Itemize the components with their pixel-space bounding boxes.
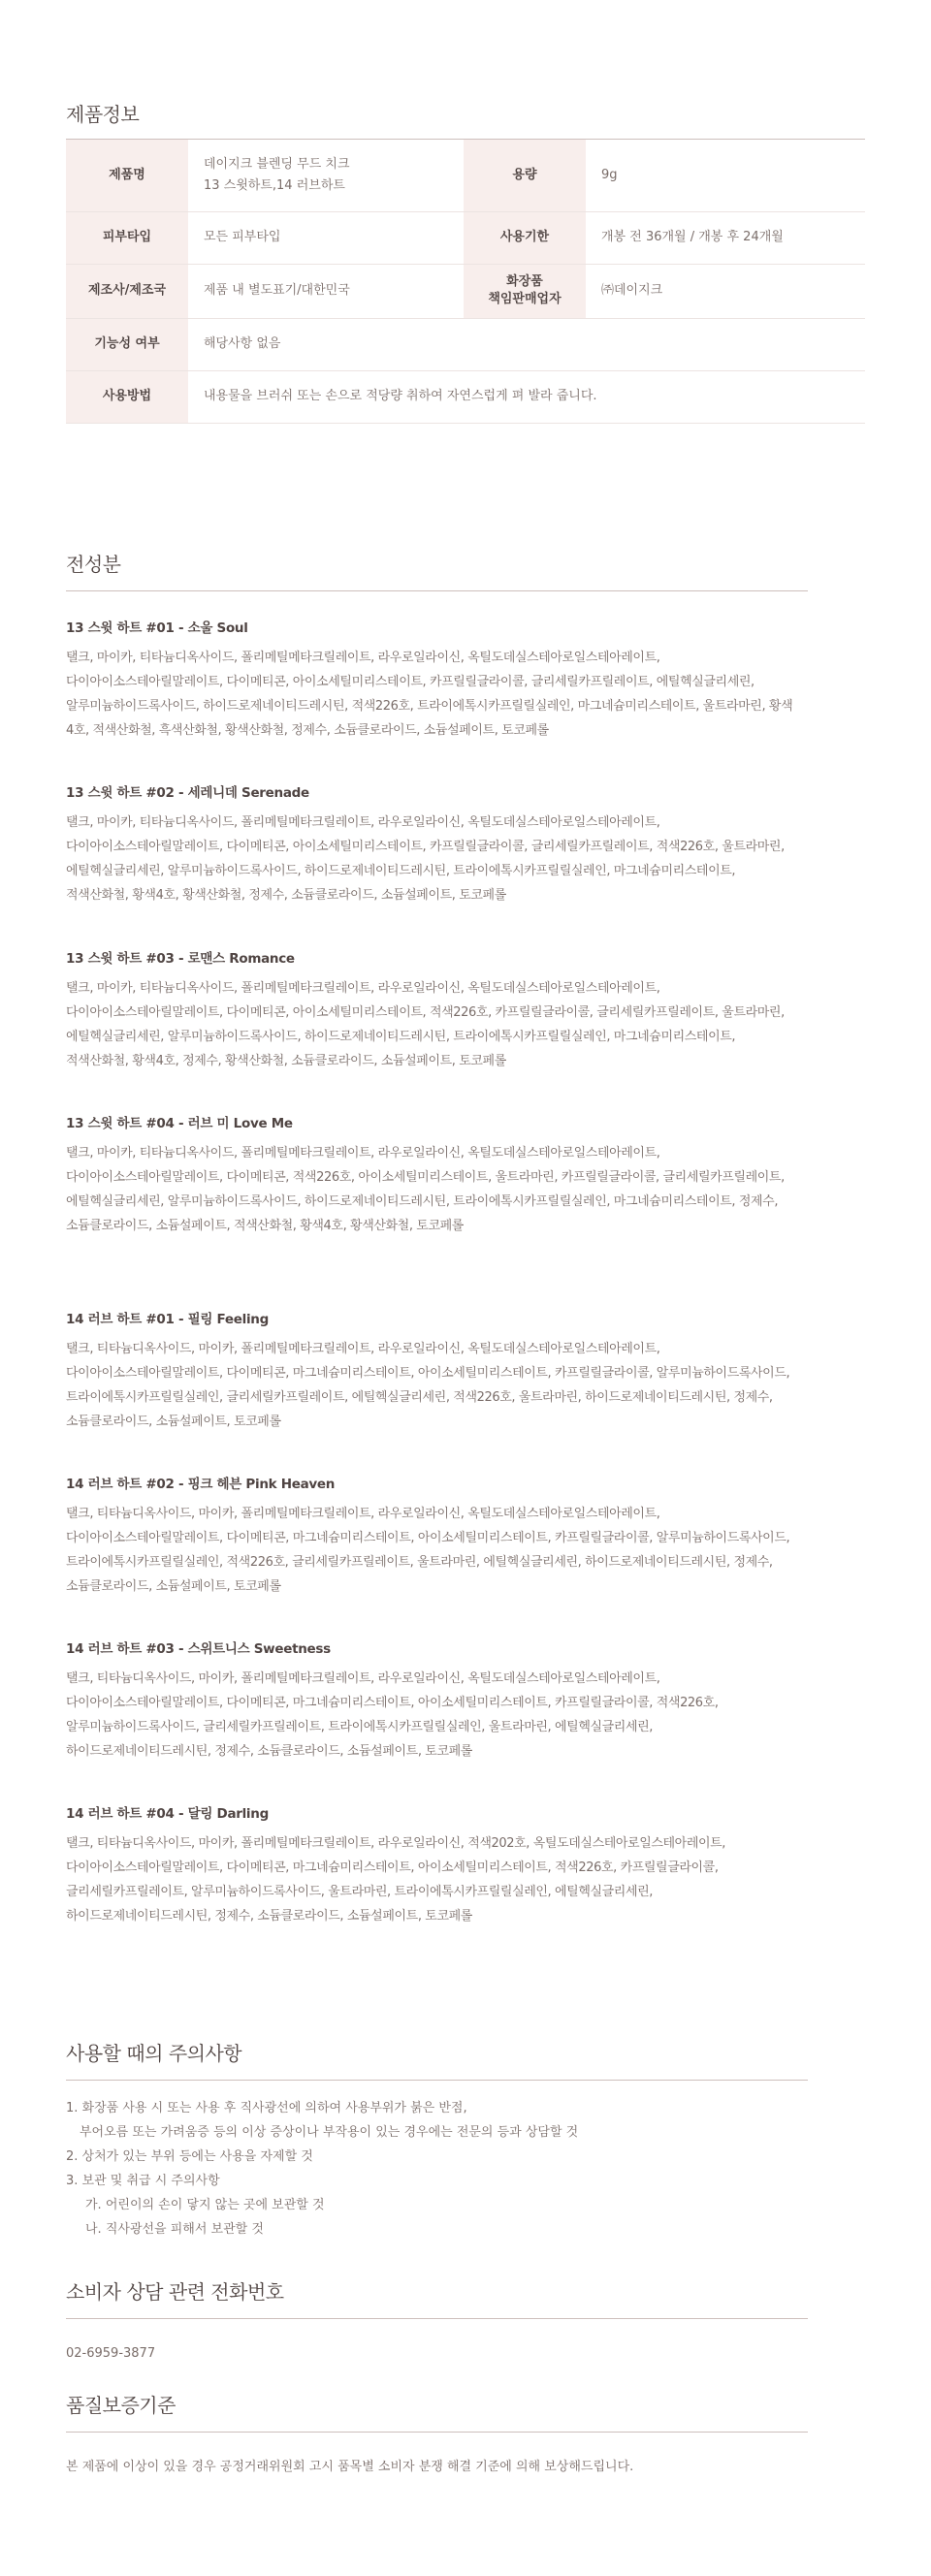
ingredient-group-title: 13 스윗 하트 #01 - 소울 Soul: [66, 620, 248, 636]
ingredient-group: [66, 617, 865, 743]
ingredient-line: 글리세릴카프릴레이트, 알루미늄하이드록사이드, 울트라마린, 트라이에톡시카프릴릴실레인, 에틸헥실글리세린,: [66, 1885, 654, 1899]
cautions-section: [66, 2038, 808, 2242]
ingredient-line: 탤크, 티타늄디옥사이드, 마이카, 폴리메틸메타크릴레이트, 라우로일라이신, 옥틸도데실스테아로일스테아레이트,: [66, 1671, 660, 1686]
ingredient-list: [66, 646, 865, 743]
ingredient-line: 다이아이소스테아릴말레이트, 다이메티콘, 적색226호, 아이소세틸미리스테이트, 울트라마린, 카프릴릴글라이콜, 글리세릴카프릴레이트,: [66, 1170, 785, 1185]
ingredient-line: 에틸헥실글리세린, 알루미늄하이드록사이드, 하이드로제네이티드레시틴, 트라이에톡시카프릴릴실레인, 마그네슘미리스테이트,: [66, 864, 736, 878]
hotline-section: [66, 2276, 808, 2361]
cautions-title: 사용할 때의 주의사항: [66, 2038, 808, 2081]
label-product-name: 제품명: [66, 140, 188, 211]
responsible-seller-line1: 화장품: [506, 274, 543, 289]
quality-title: 품질보증기준: [66, 2390, 808, 2433]
label-manufacturer: 제조사/제조국: [66, 264, 188, 318]
ingredient-line: 다이아이소스테아릴말레이트, 다이메티콘, 아이소세틸미리스테이트, 카프릴릴글라이콜, 글리세릴카프릴레이트, 에틸헥실글리세린,: [66, 675, 754, 689]
table-row: [66, 264, 865, 318]
ingredient-group: [66, 1638, 865, 1764]
ingredient-line: 트라이에톡시카프릴릴실레인, 적색226호, 글리세릴카프릴레이트, 울트라마린, 에틸헥실글리세린, 하이드로제네이티드레시틴, 정제수,: [66, 1555, 773, 1570]
label-usage: 사용방법: [66, 370, 188, 423]
ingredient-line: 탤크, 마이카, 티타늄디옥사이드, 폴리메틸메타크릴레이트, 라우로일라이신, 옥틸도데실스테아로일스테아레이트,: [66, 981, 660, 996]
caution-item: 부어오름 또는 가려움증 등의 이상 증상이나 부작용이 있는 경우에는 전문의 등과 상담할 것: [80, 2125, 579, 2140]
product-info-title: 제품정보: [66, 99, 865, 140]
ingredient-line: 다이아이소스테아릴말레이트, 다이메티콘, 마그네슘미리스테이트, 아이소세틸미리스테이트, 카프릴릴글라이콜, 적색226호,: [66, 1696, 719, 1710]
responsible-seller-line2: 책임판매업자: [488, 292, 562, 306]
ingredient-list: [66, 976, 865, 1073]
value-skin-type: 모든 피부타입: [188, 211, 464, 264]
ingredient-group-title: 14 러브 하트 #04 - 달링 Darling: [66, 1806, 269, 1822]
ingredient-line: 알루미늄하이드록사이드, 하이드로제네이티드레시틴, 적색226호, 트라이에톡시카프릴릴실레인, 마그네슘미리스테이트, 울트라마린, 황색: [66, 699, 793, 714]
caution-list: [66, 2096, 808, 2242]
value-usage: 내용물을 브러쉬 또는 손으로 적당량 취하여 자연스럽게 펴 발라 줍니다.: [188, 370, 865, 423]
ingredient-line: 탤크, 마이카, 티타늄디옥사이드, 폴리메틸메타크릴레이트, 라우로일라이신, 옥틸도데실스테아로일스테아레이트,: [66, 1146, 660, 1161]
table-row: [66, 140, 865, 211]
ingredient-line: 하이드로제네이티드레시틴, 정제수, 소듐클로라이드, 소듐설페이트, 토코페롤: [66, 1909, 472, 1924]
label-skin-type: 피부타입: [66, 211, 188, 264]
ingredient-list: [66, 1502, 865, 1599]
ingredient-line: 소듐클로라이드, 소듐설페이트, 토코페롤: [66, 1579, 281, 1594]
ingredient-line: 적색산화철, 황색4호, 정제수, 황색산화철, 소듐클로라이드, 소듐설페이트, 토코페롤: [66, 1054, 506, 1068]
ingredient-group-title: 13 스윗 하트 #02 - 세레니데 Serenade: [66, 785, 309, 801]
ingredient-line: 탤크, 티타늄디옥사이드, 마이카, 폴리메틸메타크릴레이트, 라우로일라이신, 옥틸도데실스테아로일스테아레이트,: [66, 1507, 660, 1521]
ingredient-line: 탤크, 티타늄디옥사이드, 마이카, 폴리메틸메타크릴레이트, 라우로일라이신, 옥틸도데실스테아로일스테아레이트,: [66, 1342, 660, 1356]
value-expiry: 개봉 전 36개월 / 개봉 후 24개월: [586, 211, 865, 264]
ingredient-line: 다이아이소스테아릴말레이트, 다이메티콘, 마그네슘미리스테이트, 아이소세틸미리스테이트, 카프릴릴글라이콜, 알루미늄하이드록사이드,: [66, 1531, 790, 1545]
quality-text: 본 제품에 이상이 있을 경우 공정거래위원회 고시 품목별 소비자 분쟁 해결 기준에 의해 보상해드립니다.: [66, 2460, 634, 2474]
ingredient-line: 4호, 적색산화철, 흑색산화철, 황색산화철, 정제수, 소듐클로라이드, 소듐설페이트, 토코페롤: [66, 723, 549, 738]
ingredient-group: [66, 1308, 865, 1434]
table-row: [66, 211, 865, 264]
value-functional: 해당사항 없음: [188, 318, 865, 370]
label-volume: 용량: [464, 140, 586, 211]
label-functional: 기능성 여부: [66, 318, 188, 370]
label-responsible-seller: [464, 264, 586, 318]
hotline-title: 소비자 상담 관련 전화번호: [66, 2276, 808, 2319]
quality-section: [66, 2390, 808, 2474]
ingredient-line: 에틸헥실글리세린, 알루미늄하이드록사이드, 하이드로제네이티드레시틴, 트라이에톡시카프릴릴실레인, 마그네슘미리스테이트, 정제수,: [66, 1194, 779, 1209]
ingredient-line: 다이아이소스테아릴말레이트, 다이메티콘, 아이소세틸미리스테이트, 적색226호, 카프릴릴글라이콜, 글리세릴카프릴레이트, 울트라마린,: [66, 1005, 785, 1020]
ingredient-line: 탤크, 마이카, 티타늄디옥사이드, 폴리메틸메타크릴레이트, 라우로일라이신, 옥틸도데실스테아로일스테아레이트,: [66, 651, 660, 665]
ingredient-line: 탤크, 마이카, 티타늄디옥사이드, 폴리메틸메타크릴레이트, 라우로일라이신, 옥틸도데실스테아로일스테아레이트,: [66, 815, 660, 830]
ingredient-line: 소듐클로라이드, 소듐설페이트, 토코페롤: [66, 1415, 281, 1429]
caution-item: 3. 보관 및 취급 시 주의사항: [66, 2174, 220, 2188]
ingredient-group-title: 13 스윗 하트 #03 - 로맨스 Romance: [66, 951, 295, 967]
ingredients-title: 전성분: [66, 549, 808, 591]
product-info-section: [66, 99, 865, 424]
caution-item: 1. 화장품 사용 시 또는 사용 후 직사광선에 의하여 사용부위가 붉은 반점,: [66, 2101, 467, 2115]
ingredient-line: 다이아이소스테아릴말레이트, 다이메티콘, 마그네슘미리스테이트, 아이소세틸미리스테이트, 적색226호, 카프릴릴글라이콜,: [66, 1860, 719, 1875]
ingredient-line: 소듐클로라이드, 소듐설페이트, 적색산화철, 황색4호, 황색산화철, 토코페롤: [66, 1219, 464, 1233]
ingredient-line: 하이드로제네이티드레시틴, 정제수, 소듐클로라이드, 소듐설페이트, 토코페롤: [66, 1744, 472, 1759]
ingredient-line: 알루미늄하이드록사이드, 글리세릴카프릴레이트, 트라이에톡시카프릴릴실레인, 울트라마린, 에틸헥실글리세린,: [66, 1720, 654, 1734]
ingredient-group-title: 14 러브 하트 #02 - 핑크 헤븐 Pink Heaven: [66, 1477, 336, 1492]
ingredient-list: [66, 1337, 865, 1434]
ingredient-list: [66, 811, 865, 907]
ingredient-group: [66, 781, 865, 907]
product-name-line1: 데이지크 블렌딩 무드 치크: [204, 156, 350, 172]
ingredient-list: [66, 1831, 865, 1928]
value-responsible-seller: ㈜데이지크: [586, 264, 865, 318]
ingredient-line: 탤크, 티타늄디옥사이드, 마이카, 폴리메틸메타크릴레이트, 라우로일라이신, 적색202호, 옥틸도데실스테아로일스테아레이트,: [66, 1836, 726, 1851]
value-product-name: [188, 140, 464, 211]
ingredient-group: [66, 1473, 865, 1599]
table-row: [66, 370, 865, 423]
ingredient-group: [66, 947, 865, 1073]
ingredient-line: 다이아이소스테아릴말레이트, 다이메티콘, 아이소세틸미리스테이트, 카프릴릴글라이콜, 글리세릴카프릴레이트, 적색226호, 울트라마린,: [66, 840, 785, 854]
ingredient-group-title: 14 러브 하트 #01 - 필링 Feeling: [66, 1312, 269, 1327]
table-row: [66, 318, 865, 370]
ingredient-list: [66, 1141, 865, 1238]
ingredient-line: 적색산화철, 황색4호, 황색산화철, 정제수, 소듐클로라이드, 소듐설페이트, 토코페롤: [66, 888, 506, 903]
ingredient-group-title: 14 러브 하트 #03 - 스위트니스 Sweetness: [66, 1641, 331, 1657]
phone-number: 02-6959-3877: [66, 2346, 156, 2361]
caution-item: 나. 직사광선을 피해서 보관할 것: [85, 2222, 264, 2237]
product-info-table: [66, 140, 865, 424]
ingredient-line: 트라이에톡시카프릴릴실레인, 글리세릴카프릴레이트, 에틸헥실글리세린, 적색226호, 울트라마린, 하이드로제네이티드레시틴, 정제수,: [66, 1390, 773, 1405]
value-volume: 9g: [586, 140, 865, 211]
ingredient-group-title: 13 스윗 하트 #04 - 러브 미 Love Me: [66, 1116, 293, 1131]
ingredient-line: 에틸헥실글리세린, 알루미늄하이드록사이드, 하이드로제네이티드레시틴, 트라이에톡시카프릴릴실레인, 마그네슘미리스테이트,: [66, 1030, 736, 1044]
ingredient-group: [66, 1112, 865, 1238]
ingredient-list: [66, 1667, 865, 1764]
ingredient-line: 다이아이소스테아릴말레이트, 다이메티콘, 마그네슘미리스테이트, 아이소세틸미리스테이트, 카프릴릴글라이콜, 알루미늄하이드록사이드,: [66, 1366, 790, 1381]
value-manufacturer: 제품 내 별도표기/대한민국: [188, 264, 464, 318]
ingredients-section: [66, 549, 865, 1924]
label-expiry: 사용기한: [464, 211, 586, 264]
ingredient-group: [66, 1802, 865, 1928]
caution-item: 가. 어린이의 손이 닿지 않는 곳에 보관할 것: [85, 2198, 325, 2212]
caution-item: 2. 상처가 있는 부위 등에는 사용을 자제할 것: [66, 2149, 313, 2164]
product-name-line2: 13 스윗하트,14 러브하트: [204, 177, 345, 193]
